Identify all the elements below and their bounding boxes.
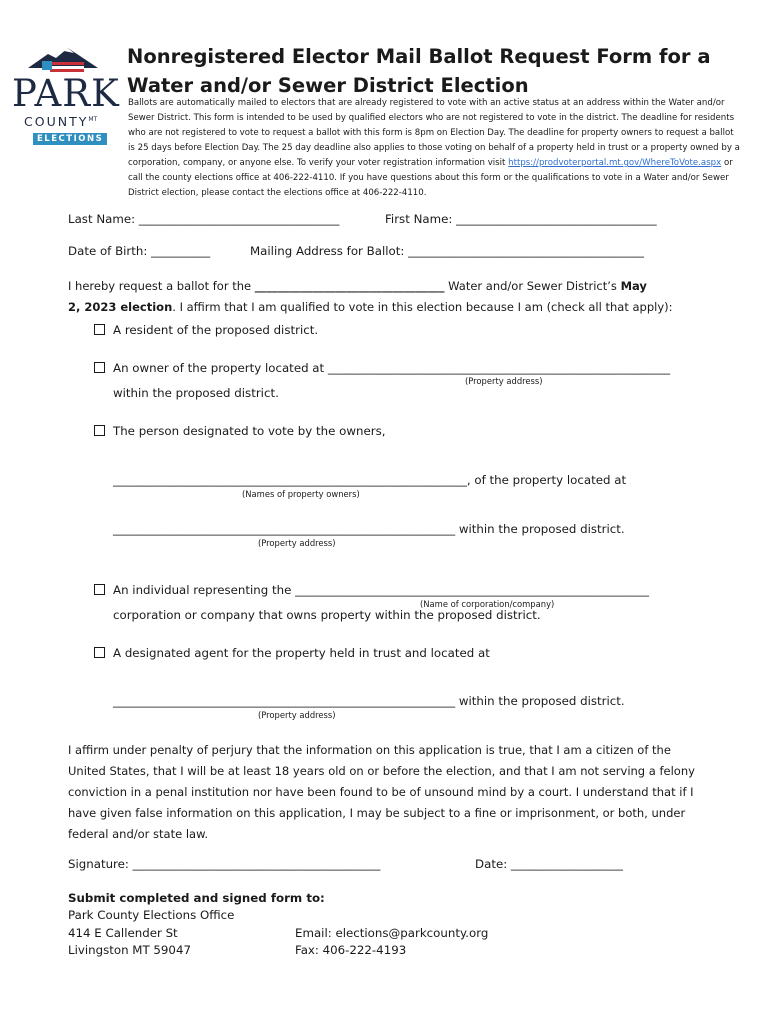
request-statement: I hereby request a ballot for the _________________________________ Water and/or Sewer District’s May 2, 2023 election. I affirm that I am qualified to vote in this election because I am (check all that apply): [68,279,673,314]
designated-option-label: The person designated to vote by the owners, [113,424,386,438]
corporation-name-caption: (Name of corporation/company) [420,599,555,609]
district-name-blank[interactable]: _________________________________ [254,279,445,293]
owners-names-caption: (Names of property owners) [242,489,360,499]
owner-address-field[interactable]: An owner of the property located at __________________________________________________________ [113,361,671,375]
office-fax: Fax: 406-222-4193 [295,943,407,957]
signature-field[interactable]: Signature: __________________________________________ [68,857,381,871]
owners-names-field[interactable]: ____________________________________________________________, of the property located at [113,473,627,487]
office-street: 414 E Callender St [68,926,178,940]
logo-county-text: $COUNTY^{MT}$ [24,114,98,129]
agent-property-caption: (Property address) [258,710,336,720]
corporation-name-field[interactable]: An individual representing the ____________________________________________________________ [113,583,649,597]
park-county-logo [12,46,120,146]
office-city: Livingston MT 59047 [68,943,191,957]
voter-portal-link[interactable]: https://prodvoterportal.mt.gov/WhereToVote.aspx [508,158,722,168]
corporation-checkbox[interactable] [94,584,105,595]
intro-paragraph: Ballots are automatically mailed to electors that are already registered to vote with an active status at an address within the Water and/or Sewer District. This form is intended to be used by qualified electors who are not registered to vote in the district. The deadline for residents who are not registered to vote to request a ballot with this form is 8pm on Election Day. The deadline for property owners to request a ballot is 25 days before Election Day. The 25 day deadline also applies to those voting on behalf of a property held in trust or a property owned by a corporation, company, or anyone else. To verify your voter registration information visit https://prodvoterportal.mt.gov/WhereToVote.aspx or call the county elections office at 406-222-4110. If you have questions about this form or the qualifications to vote in a Water and/or Sewer District election, please contact the elections office at 406-222-4110. [128,98,740,198]
logo-park-text: PARK [12,72,120,115]
owner-option-continuation: within the proposed district. [113,386,279,400]
date-field[interactable]: Date: ___________________ [475,857,623,871]
last-name-field[interactable]: Last Name: __________________________________ [68,212,340,226]
agent-checkbox[interactable] [94,647,105,658]
submit-heading: Submit completed and signed form to: [68,891,325,905]
office-name: Park County Elections Office [68,908,235,922]
affirmation-paragraph: I affirm under penalty of perjury that the information on this application is true, that I am a citizen of the United States, that I will be at least 18 years old on or before the election, and that I am not serving a felony conviction in a penal institution nor have been found to be of unsound mind by a court. I understand that if I have given false information on this application, I may be subject to a fine or imprisonment, or both, under federal and/or state law. [68,743,695,841]
designated-checkbox[interactable] [94,425,105,436]
owner-checkbox[interactable] [94,362,105,373]
logo-elections-badge: ELECTIONS [33,133,107,145]
corporation-option-continuation: corporation or company that owns property within the proposed district. [113,608,541,622]
agent-property-address-field[interactable]: __________________________________________________________ within the proposed district. [113,694,625,708]
designated-property-address-field[interactable]: __________________________________________________________ within the proposed district. [113,522,625,536]
form-title: Nonregistered Elector Mail Ballot Request Form for a Water and/or Sewer District Election [127,45,711,97]
mailing-address-field[interactable]: Mailing Address for Ballot: ________________________________________ [250,244,645,258]
first-name-field[interactable]: First Name: __________________________________ [385,212,657,226]
owner-address-caption: (Property address) [465,376,543,386]
resident-checkbox[interactable] [94,324,105,335]
resident-option-label: A resident of the proposed district. [113,323,319,337]
agent-option-label: A designated agent for the property held in trust and located at [113,646,490,660]
office-email: Email: elections@parkcounty.org [295,926,489,940]
date-of-birth-field[interactable]: Date of Birth: __________ [68,244,211,258]
designated-property-caption: (Property address) [258,538,336,548]
